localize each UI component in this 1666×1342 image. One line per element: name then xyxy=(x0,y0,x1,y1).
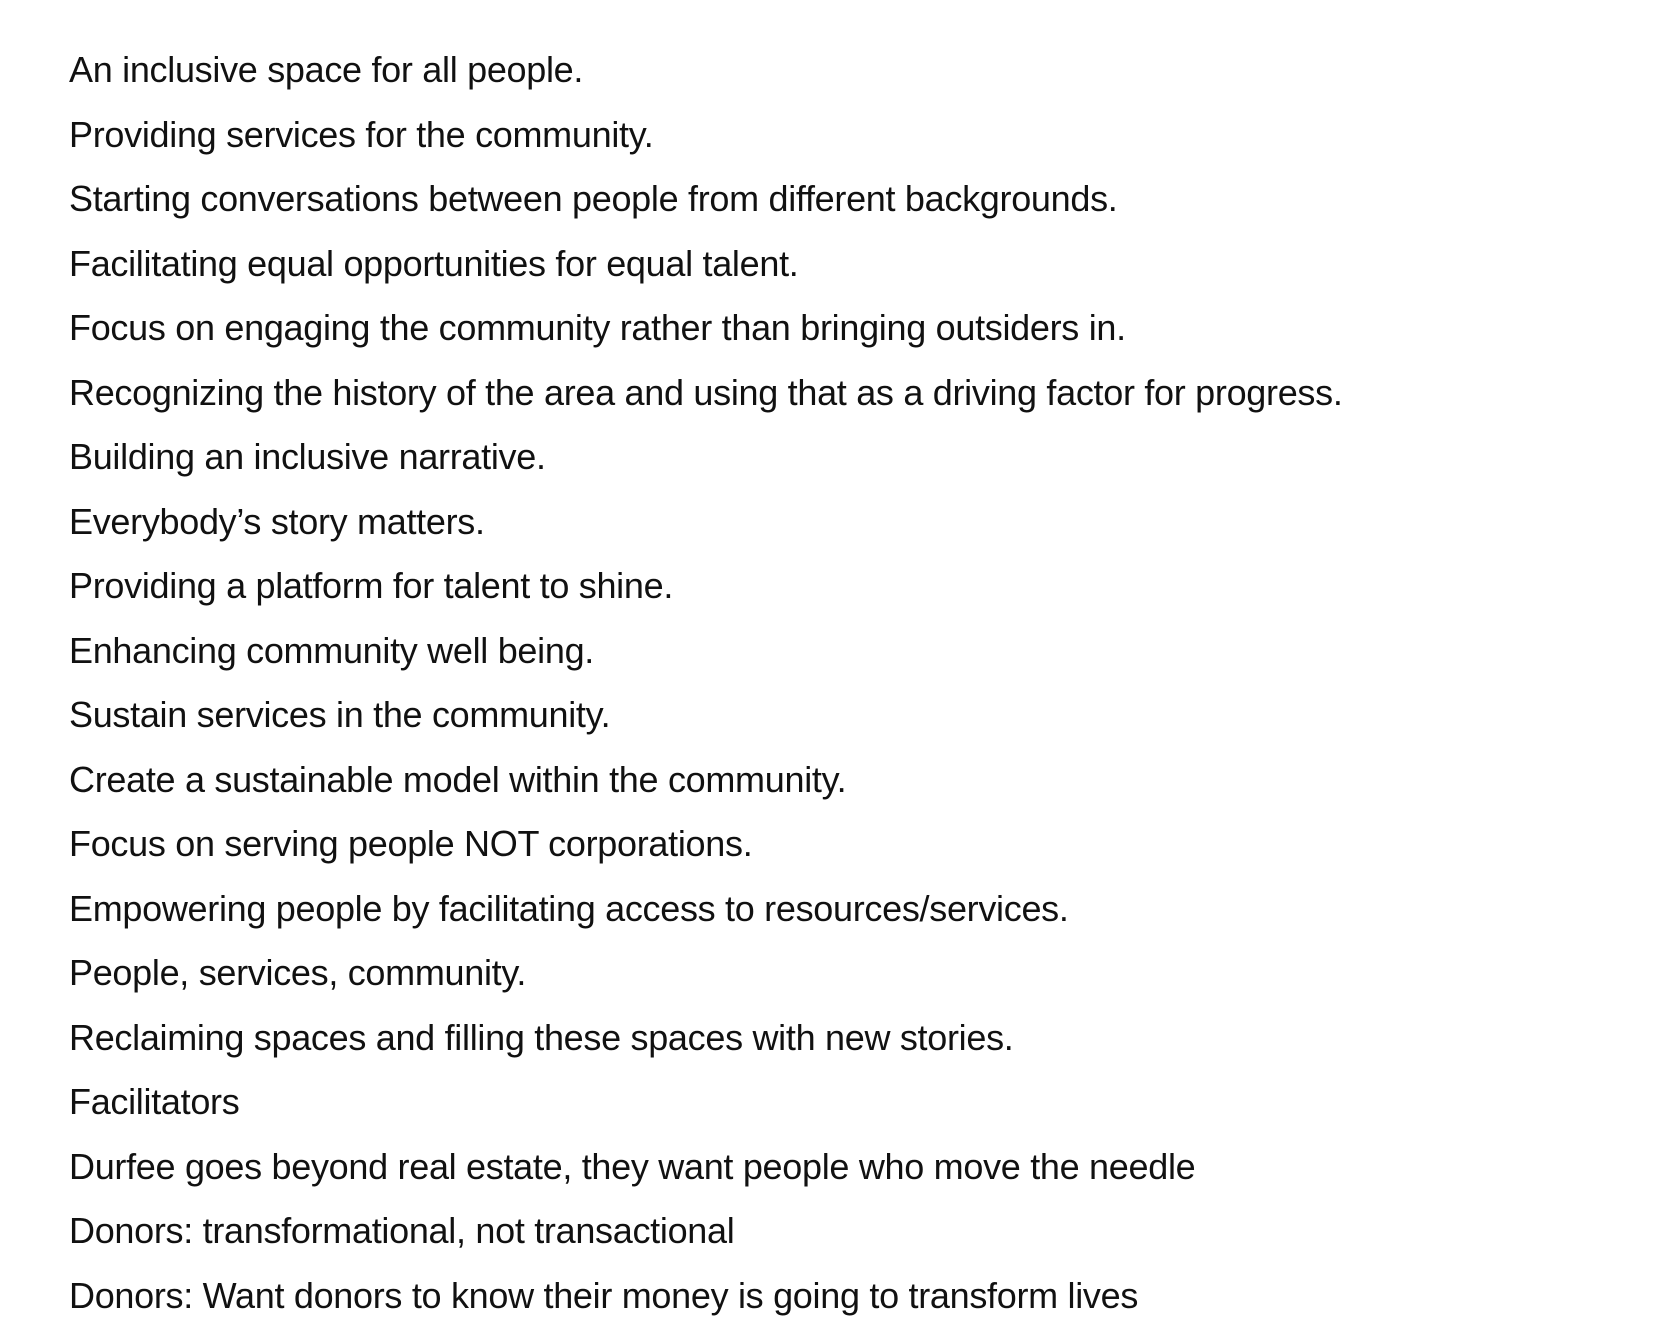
text-line: Donors: Want donors to know their money is going to transform lives xyxy=(69,1274,1139,1316)
text-line: Providing a platform for talent to shine. xyxy=(69,565,674,606)
text-line: Empowering people by facilitating access to resources/services. xyxy=(69,887,1069,929)
text-line: Focus on engaging the community rather than bringing outsiders in. xyxy=(69,307,1126,348)
text-line: Everybody’s story matters. xyxy=(69,500,485,542)
text-line: Donors: transformational, not transactional xyxy=(69,1210,735,1251)
text-line: Facilitators xyxy=(69,1081,240,1122)
text-line: Building an inclusive narrative. xyxy=(69,436,546,477)
text-line: Facilitating equal opportunities for equal talent. xyxy=(69,242,799,284)
text-line: People, services, community. xyxy=(69,952,527,993)
text-line: Create a sustainable model within the community. xyxy=(69,758,847,800)
text-line: Recognizing the history of the area and using that as a driving factor for progress. xyxy=(69,371,1343,413)
text-line: Starting conversations between people from different backgrounds. xyxy=(69,178,1118,219)
text-line: Enhancing community well being. xyxy=(69,629,594,671)
text-line: Reclaiming spaces and filling these spaces with new stories. xyxy=(69,1016,1014,1058)
text-line: Focus on serving people NOT corporations. xyxy=(69,823,753,864)
text-line: Providing services for the community. xyxy=(69,113,654,155)
document-text xyxy=(69,38,1343,1328)
text-line: Durfee goes beyond real estate, they want people who move the needle xyxy=(69,1145,1196,1187)
text-line: Sustain services in the community. xyxy=(69,694,611,735)
text-line: An inclusive space for all people. xyxy=(69,49,584,90)
